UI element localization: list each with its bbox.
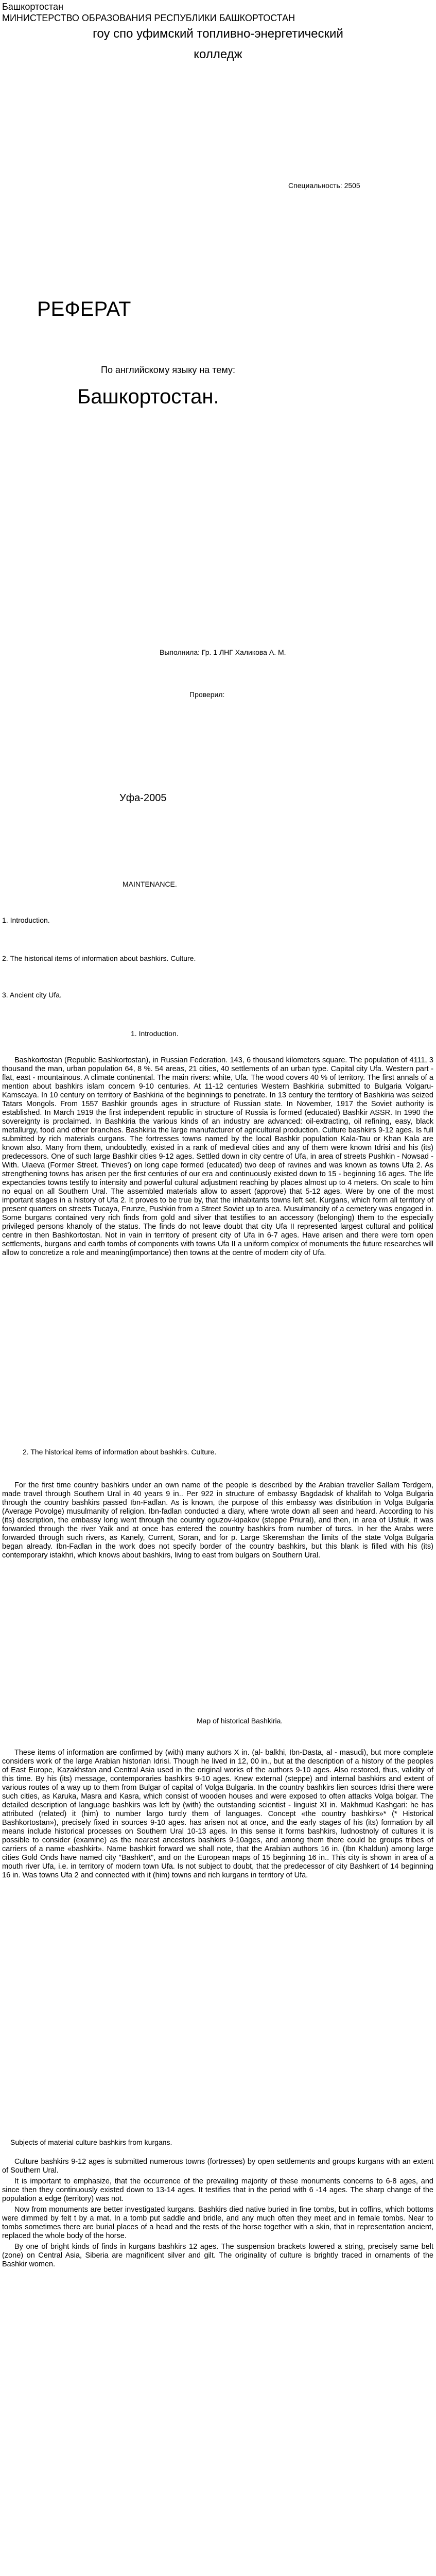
history-text	[2, 1481, 433, 1560]
paragraph: For the first time country bashkirs under an own name of the people is described by the Arabian traveller Sallam Terdgem, made travel through Southern Ural in 40 years 9 in.. Per 922 in structure of embassy Bagdadsk of khalifah to Volga Bulgaria through the country bashkirs passed Ibn-Fadlan. As is known, the purpose of this embassy was distribution in Volga Bulgaria (Average Povolge) musulmanity of religion. Ibn-fadlan conducted a diary, where wrote down all seen and heard. According to his (its) description, the embassy long went through the country oguzov-kipakov (steppe Priural), and then, in area of Ustiuk, it was forwarded through the river Yaik and at once has entered the country bashkirs from number of turcs. In her the Arabs were forwarded through such rivers, as Kanely, Current, Soran, and for p. Large Skeremshan the limits of the state Volga Bulgaria began already. Ibn-Fadlan in the work does not specify border of the country bashkirs, but this blank is filled with his (its) contemporary istakhri, which knows about bashkirs, living to east from bulgars on Southern Ural.	[2, 1481, 433, 1560]
toc-heading: MAINTENANCE.	[123, 880, 177, 888]
subjects-heading: Subjects of material culture bashkirs from kurgans.	[10, 2138, 172, 2146]
header-college: гоу спо уфимский топливно-энергетический	[93, 27, 343, 41]
section-heading-introduction: 1. Introduction.	[131, 1029, 179, 1038]
toc-item: 1. Introduction.	[2, 916, 50, 924]
map-caption: Map of historical Bashkiria.	[197, 1717, 283, 1725]
section-heading-history: 2. The historical items of information about bashkirs. Culture.	[23, 1448, 217, 1456]
paragraph: By one of bright kinds of finds in kurgans bashkirs 12 ages. The suspension brackets lowered a string, precisely same belt (zone) on Central Asia, Siberia are magnificent silver and gilt. The originality of culture is brightly traced in ornaments of the Bashkir women.	[2, 2243, 433, 2268]
paragraph: These items of information are confirmed by (with) many authors X in. (al- balkhi, Ibn-Dasta, al - masudi), but more complete considers work of the large Arabian historian Idrisi. Though he lived in 12, 00 in., but at the description of a history of the peoples of East Europe, Kazakhstan and Central Asia used in the original works of the authors 9-10 ages. Also restored, thus, validity of this time. By his (its) message, contemporaries bashkirs 9-10 ages. Knew external (steppe) and internal bashkirs and extent of various routes of a way up to them from Bulgar of capital of Volga Bulgaria. In the country bashkirs lien sources Idrisi there were such cities, as Karuka, Masra and Kasra, which consist of wooden houses and were exposed to often attacks Volga bolgar. The detailed description of language bashkirs was left by (with) the outstanding scientist - linguist XI in. Makhmud Kashgari: he has attributed (related) it (him) to number largo turcly them of languages. Concept «the country bashkirs»* (* Historical Bashkortostan»), precisely fixed in sources 9-10 ages. has arisen not at once, and the early stages of his (its) formation by all means include historical processes on Southern Ural 10-13 ages. In this sense it forms bashkirs, ludnostnoly of cultures it is possible to consider (examine) as the nearest ancestors bashkirs 9-10ages, and among them there could be groups tribes of carriers of a name «bashkirt». Name bashkirt forward we shall note, that the Arabian authors 16 in. (Ibn Khaldun) among large cities Gold Onds have named city "Bashkert", and on the European maps of 15 beginning 16 in.. This city is shown in area of a mouth river Ufa, i.e. in territory of modern town Ufa. Is not subject to doubt, that the predecessor of city Bashkert of 14 beginning 16 in. Was towns Ufa 2 and connected with it (him) towns and rich kurgans in territory of Ufa.	[2, 1749, 433, 1879]
subjects-text	[2, 2158, 433, 2269]
topic-title: Башкортостан.	[77, 385, 219, 408]
subject-label: По английскому языку на тему:	[101, 365, 235, 375]
paragraph: It is important to emphasize, that the occurrence of the prevailing majority of these monuments concerns to 6-8 ages, and since then they continuously existed down to 13-14 ages. It testifies that in the period with 6 -14 ages. The sharp change of the population a edge (territory) was not.	[2, 2177, 433, 2203]
document-title: РЕФЕРАТ	[37, 298, 131, 320]
introduction-text	[2, 1056, 433, 1258]
specialty-label: Специальность: 2505	[288, 181, 360, 190]
checked-by: Проверил:	[189, 690, 225, 699]
header-college-suffix: колледж	[194, 47, 242, 61]
paragraph: Now from monuments are better investigated kurgans. Bashkirs died native buried in fine tombs, but in coffins, which bottoms were dimmed by felt t by a mat. In a tomb put saddle and bridle, and any much often they meet and in female tombs. Near to tombs sometimes there are burial places of a head and the rests of the horse together with a skin, that in representation ancient, replaced the whole body of the horse.	[2, 2206, 433, 2240]
paragraph: Culture bashkirs 9-12 ages is submitted numerous towns (fortresses) by open settlements and groups kurgans with an extent of Southern Ural.	[2, 2158, 433, 2175]
header-region: Башкортостан	[2, 2, 64, 12]
map-text	[2, 1749, 433, 1880]
paragraph: Bashkortostan (Republic Bashkortostan), in Russian Federation. 143, 6 thousand kilometers square. The population of 4111, 3 thousand the man, urban population 64, 8 %. 54 areas, 21 cities, 40 settlements of an urban type. Capital city Ufa. Western part - flat, east - mountainous. A climate continental. The main rivers: white, Ufa. The wood covers 40 % of territory. The first annals of a mention about bashkirs islam concern 9-10 centuries. At 11-12 centuries Western Bashkiria submitted to Bulgaria Volgaru-Kamscaya. In 10 century on territory of Bashkiria of the beginnings to penetrate. In 13 century the territory of Bashkiria was seized Tatars Mongols. From 1557 Bashkir grounds ages in structure of Russian state. In November, 1917 the Soviet authority is established. In March 1919 the first independent republic in structure of Russia is formed (educated) Bashkir ASSR. In 1990 the sovereignty is proclaimed. In Bashkiria the various kinds of an industry are advanced: oil-extracting, oil refining, easy, black metallurgy, food and other branches. Bashkiria the large manufacturer of agricultural production. Culture bashkirs 9-12 ages. Is full submitted by rich materials curgans. The fortresses towns named by the local Bashkir population Kala-Tau or Khan Kala are known also. Many from them, undoubtedly, existed in a rank of medieval cities and any of them were known Idrisi and his (its) predecessors. One of such large Bashkir cities 9-12 ages. Settled down in city centre of Ufa, in area of streets Pushkin - Nowsad - With. Ulaeva (Former Street. Thieves') on long cape formed (educated) two deep of ravines and was known as towns Ufa 2. As strengthening towns has arisen per the first centuries of our era and continuously existed down to 15 - beginning 16 ages. The life expectancies towns testify to intensity and powerful cultural adjustment reaching by places almost up to 4 meters. On scale to him no equal on all Southern Ural. The assembled materials allow to assert (approve) that 5-12 ages. Were by one of the most important stages in a history of Ufa 2. It proves to be true by, that the inhabitants towns left set. Kurgans, which form all territory of present quarters on streets Tucaya, Frunze, Pushkin from a Street Soviet up to area. Musulmancity of a cemetery was engaged in. Some burgans contained very rich finds from gold and silver that testifies to an accessory (belonging) them to the especially privileged persons khanoly of the status. The finds do not leave doubt that city Ufa II represented largest cultural and political centre in then Bashkortostan. Not in vain in territory of present city of Ufa in 6-7 ages. Have arisen and there were torn open settlements, burgans and earth tombs of components with towns Ufa II a uniform complex of monuments the future researches will allow to concretize a role and meaning(importance) then towns at the centre of modern city of Ufa.	[2, 1056, 433, 1257]
header-ministry: МИНИСТЕРСТВО ОБРАЗОВАНИЯ РЕСПУБЛИКИ БАШКОРТОСТАН	[2, 13, 295, 23]
performed-by: Выполнила: Гр. 1 ЛНГ Халикова А. М.	[160, 648, 286, 656]
toc-item: 3. Ancient city Ufa.	[2, 991, 62, 999]
city-year: Уфа-2005	[119, 792, 167, 804]
toc-item: 2. The historical items of information about bashkirs. Culture.	[2, 954, 196, 962]
